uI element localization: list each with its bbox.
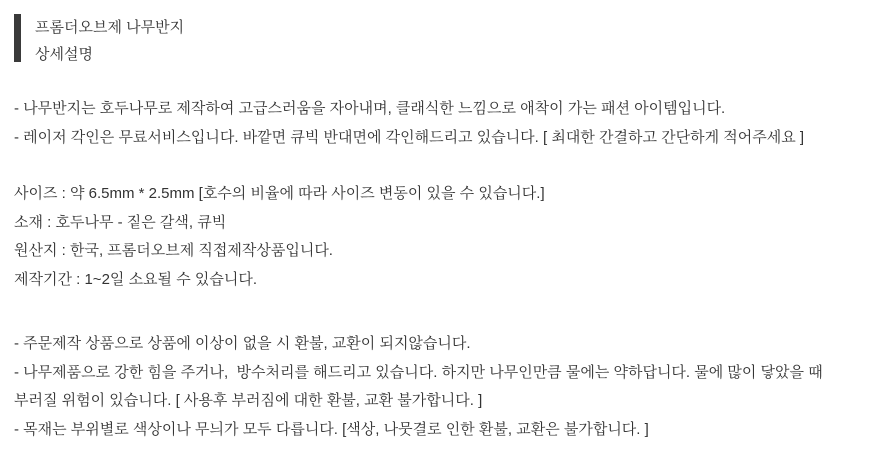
notice-line: - 목재는 부위별로 색상이나 무늬가 모두 다릅니다. [색상, 나뭇결로 인한 환불, 교환은 불가합니다. ] [14, 420, 649, 438]
description-content [14, 95, 868, 444]
spec-production-time: 제작기간 : 1~2일 소요될 수 있습니다. [14, 270, 257, 288]
spec-origin: 원산지 : 한국, 프롬더오브제 직접제작상품입니다. [14, 242, 333, 259]
notice-line: - 주문제작 상품으로 상품에 이상이 없을 시 환불, 교환이 되지않습니다. [14, 335, 471, 352]
intro-line: - 레이저 각인은 무료서비스입니다. 바깥면 큐빅 반대면에 각인해드리고 있습니다. [ 최대한 간결하고 간단하게 적어주세요 ] [14, 128, 805, 146]
notice-line: - 나무제품으로 강한 힘을 주거나, 방수처리를 해드리고 있습니다. 하지만 나무인만큼 물에는 약하답니다. 물에 많이 닿았을 때 부러질 위험이 있습니다. [ 사용후 부러짐에 대한 환불, 교환 불가합니다. ] [14, 363, 827, 409]
notices-block [14, 330, 868, 444]
section-header [14, 14, 184, 68]
page-title: 프롬더오브제 나무반지 [35, 19, 185, 36]
intro-line: - 나무반지는 호두나무로 제작하여 고급스러움을 자아내며, 클래식한 느낌으로 애착이 가는 패션 아이템입니다. [14, 100, 726, 117]
header-text [35, 14, 184, 68]
accent-bar [14, 14, 21, 62]
intro-block [14, 95, 868, 152]
page-subtitle: 상세설명 [35, 46, 93, 63]
spec-material: 소재 : 호두나무 - 짙은 갈색, 큐빅 [14, 213, 227, 231]
spec-size: 사이즈 : 약 6.5mm * 2.5mm [호수의 비율에 따라 사이즈 변동이 있을 수 있습니다.] [14, 185, 545, 202]
specs-block [14, 180, 868, 294]
